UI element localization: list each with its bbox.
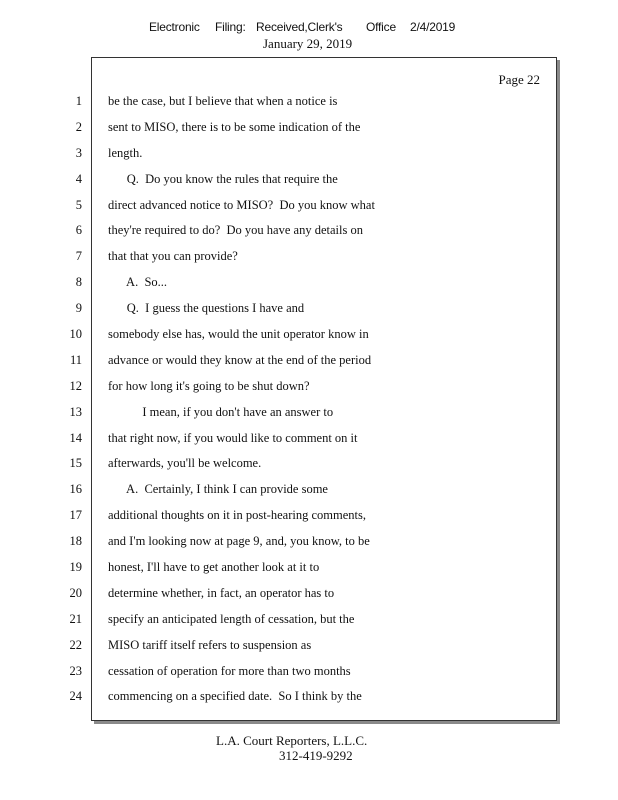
transcript-line: that that you can provide? (108, 249, 238, 264)
line-number: 14 (69, 430, 82, 445)
stamp-word: Received,Clerk's (256, 20, 343, 34)
line-number: 4 (75, 171, 82, 186)
line-number: 20 (69, 585, 82, 600)
footer-phone: 312-419-9292 (279, 748, 353, 763)
line-number: 3 (75, 145, 82, 160)
stamp-word: 2/4/2019 (410, 20, 456, 34)
filing-stamp (149, 20, 455, 34)
transcript-line: somebody else has, would the unit operator know in (108, 327, 369, 342)
transcript-line: honest, I'll have to get another look at it to (108, 560, 320, 575)
line-number: 19 (69, 560, 82, 575)
transcript-line: MISO tariff itself refers to suspension as (108, 637, 312, 652)
transcript-line: Q. Do you know the rules that require the (108, 171, 338, 186)
line-number: 10 (69, 327, 82, 342)
page-number: Page 22 (498, 72, 540, 87)
line-number: 7 (75, 249, 82, 264)
line-number: 15 (69, 456, 82, 471)
transcript-line: afterwards, you'll be welcome. (108, 456, 262, 471)
line-number: 9 (75, 301, 82, 316)
line-number: 16 (69, 482, 82, 497)
transcript-line: they're required to do? Do you have any details on (108, 223, 363, 238)
footer-company: L.A. Court Reporters, L.L.C. (216, 733, 368, 748)
line-number: 23 (69, 663, 82, 678)
transcript-line: sent to MISO, there is to be some indication of the (108, 119, 361, 134)
line-number: 12 (69, 378, 82, 393)
transcript-line: advance or would they know at the end of the period (108, 352, 372, 367)
line-number: 24 (69, 689, 82, 704)
transcript-line: commencing on a specified date. So I think by the (108, 689, 362, 704)
transcript-line: be the case, but I believe that when a notice is (108, 94, 338, 108)
transcript-line: specify an anticipated length of cessation, but the (108, 611, 355, 626)
transcript-line: and I'm looking now at page 9, and, you know, to be (108, 534, 370, 549)
line-number: 1 (75, 94, 82, 108)
transcript-line: Q. I guess the questions I have and (108, 301, 305, 316)
line-number: 6 (75, 223, 82, 238)
stamp-word: Electronic (149, 20, 200, 34)
line-number: 2 (75, 119, 82, 134)
transcript-line: A. So... (108, 275, 168, 290)
transcript-line: for how long it's going to be shut down? (108, 378, 310, 393)
transcript-line: direct advanced notice to MISO? Do you know what (108, 197, 375, 212)
line-number-column (52, 92, 82, 713)
line-number: 17 (69, 508, 82, 523)
transcript-line: that right now, if you would like to comment on it (108, 430, 358, 445)
transcript-date: January 29, 2019 (263, 36, 353, 51)
line-number: 5 (75, 197, 82, 212)
transcript-line: I mean, if you don't have an answer to (108, 404, 334, 419)
transcript-line: additional thoughts on it in post-hearing comments, (108, 508, 366, 523)
stamp-word: Filing: (215, 20, 246, 34)
transcript-line: determine whether, in fact, an operator has to (108, 585, 335, 600)
transcript-line: length. (108, 145, 143, 160)
transcript-line: cessation of operation for more than two months (108, 663, 351, 678)
transcript-text (108, 92, 548, 713)
stamp-word: Office (366, 20, 396, 34)
line-number: 22 (69, 637, 82, 652)
line-number: 13 (69, 404, 82, 419)
line-number: 18 (69, 534, 82, 549)
line-number: 21 (69, 611, 82, 626)
line-number: 8 (75, 275, 82, 290)
line-number: 11 (69, 352, 82, 367)
transcript-line: A. Certainly, I think I can provide some (108, 482, 328, 497)
